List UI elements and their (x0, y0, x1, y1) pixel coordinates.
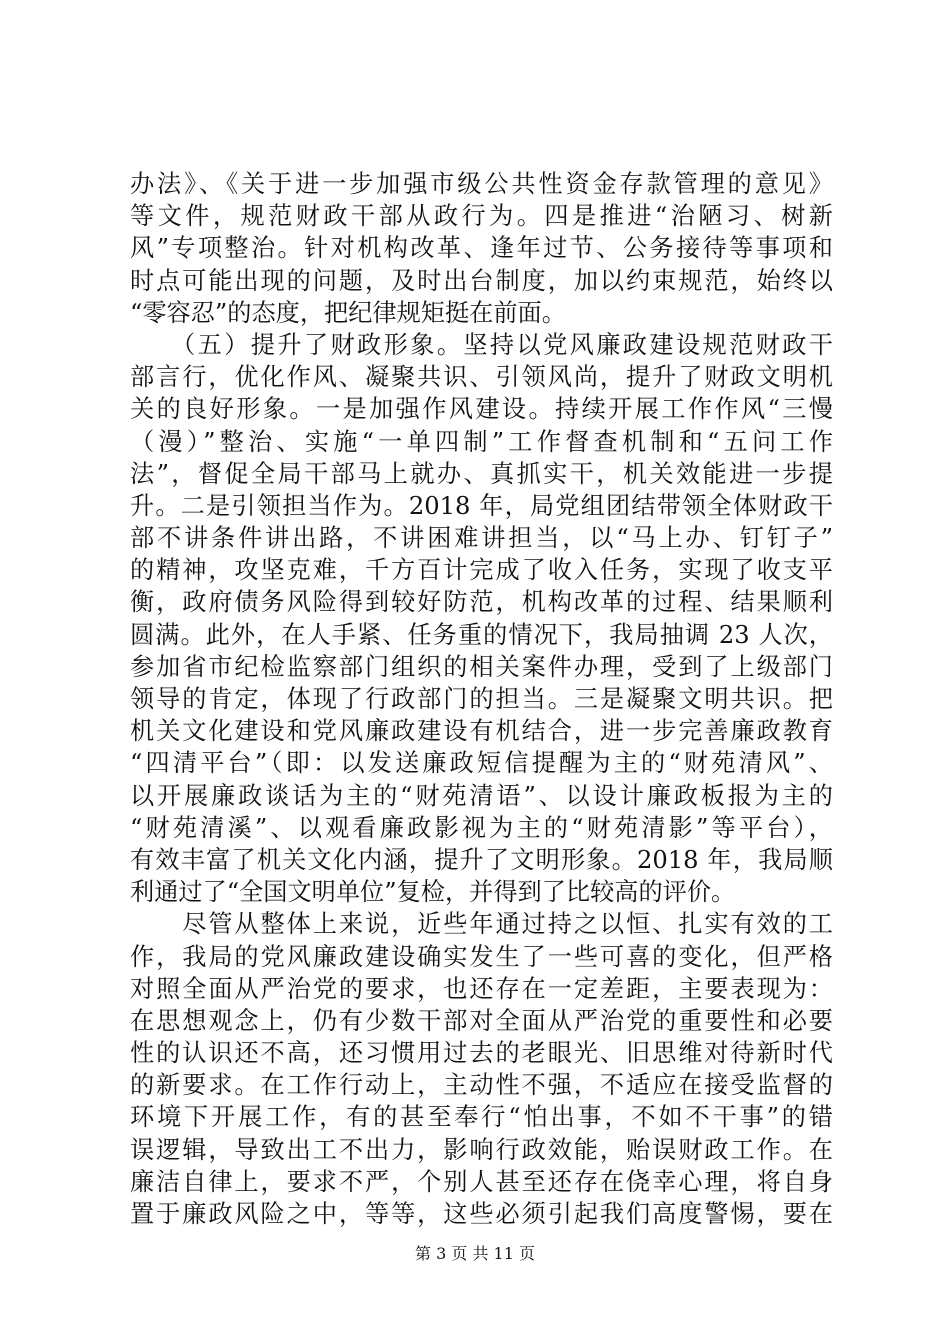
text-line: 尽管从整体上来说，近些年通过持之以恒、扎实有效的工 (130, 910, 833, 939)
text-line: 环境下开展工作，有的甚至奉行“怕出事，不如不干事”的错 (130, 1103, 833, 1132)
text-line: 在思想观念上，仍有少数干部对全面从严治党的重要性和必要 (130, 1006, 833, 1035)
text-line: 误逻辑，导致出工不出力，影响行政效能，贻误财政工作。在 (130, 1135, 833, 1164)
text-line: 的精神，攻坚克难，千方百计完成了收入任务，实现了收支平 (130, 556, 833, 585)
text-line: （漫）”整治、实施“一单四制”工作督查机制和“五问工作 (130, 427, 833, 456)
text-line: 升。二是引领担当作为。2018 年，局党组团结带领全体财政干 (130, 491, 833, 520)
text-line: 利通过了“全国文明单位”复检，并得到了比较高的评价。 (130, 878, 736, 907)
text-line: “零容忍”的态度，把纪律规矩挺在前面。 (130, 298, 566, 327)
text-line: 衡，政府债务风险得到较好防范，机构改革的过程、结果顺利 (130, 588, 833, 617)
text-line: 参加省市纪检监察部门组织的相关案件办理，受到了上级部门 (130, 652, 833, 681)
text-line: 有效丰富了机关文化内涵，提升了文明形象。2018 年，我局顺 (130, 845, 833, 874)
text-line: 办法》、《关于进一步加强市级公共性资金存款管理的意见》 (130, 170, 833, 198)
text-line: 廉洁自律上，要求不严，个别人甚至还存在侥幸心理，将自身 (130, 1167, 833, 1196)
text-line: 部不讲条件讲出路，不讲困难讲担当，以“马上办、钉钉子” (130, 524, 833, 553)
text-line: 机关文化建设和党风廉政建设有机结合，进一步完善廉政教育 (130, 717, 833, 746)
text-line: 以开展廉政谈话为主的“财苑清语”、以设计廉政板报为主的 (130, 781, 833, 810)
text-line: “四清平台”（即：以发送廉政短信提醒为主的“财苑清风”、 (130, 749, 833, 778)
text-line: 的新要求。在工作行动上，主动性不强，不适应在接受监督的 (130, 1071, 833, 1100)
text-line: 部言行，优化作风、凝聚共识、引领风尚，提升了财政文明机 (130, 363, 833, 392)
text-line: 置于廉政风险之中，等等，这些必须引起我们高度警惕，要在 (130, 1200, 833, 1228)
page-number-footer: 第 3 页 共 11 页 (415, 1244, 535, 1263)
text-line: 性的认识还不高，还习惯用过去的老眼光、旧思维对待新时代 (130, 1039, 833, 1068)
text-line: 作，我局的党风廉政建设确实发生了一些可喜的变化，但严格 (130, 942, 833, 971)
document-body (130, 168, 833, 1230)
text-line: 关的良好形象。一是加强作风建设。持续开展工作作风“三慢 (130, 395, 833, 424)
text-line: 时点可能出现的问题，及时出台制度，加以约束规范，始终以 (130, 266, 833, 295)
text-line: 等文件，规范财政干部从政行为。四是推进“治陋习、树新 (130, 202, 833, 231)
text-line: 风”专项整治。针对机构改革、逢年过节、公务接待等事项和 (130, 234, 833, 263)
text-line: 法”，督促全局干部马上就办、真抓实干，机关效能进一步提 (130, 459, 833, 488)
text-line: 对照全面从严治党的要求，也还存在一定差距，主要表现为： (130, 974, 833, 1003)
text-line: （五）提升了财政形象。坚持以党风廉政建设规范财政干 (130, 330, 833, 359)
text-line: 领导的肯定，体现了行政部门的担当。三是凝聚文明共识。把 (130, 685, 833, 713)
text-line: 圆满。此外，在人手紧、任务重的情况下，我局抽调 23 人次， (130, 620, 833, 649)
text-line: “财苑清溪”、以观看廉政影视为主的“财苑清影”等平台）， (130, 813, 833, 842)
